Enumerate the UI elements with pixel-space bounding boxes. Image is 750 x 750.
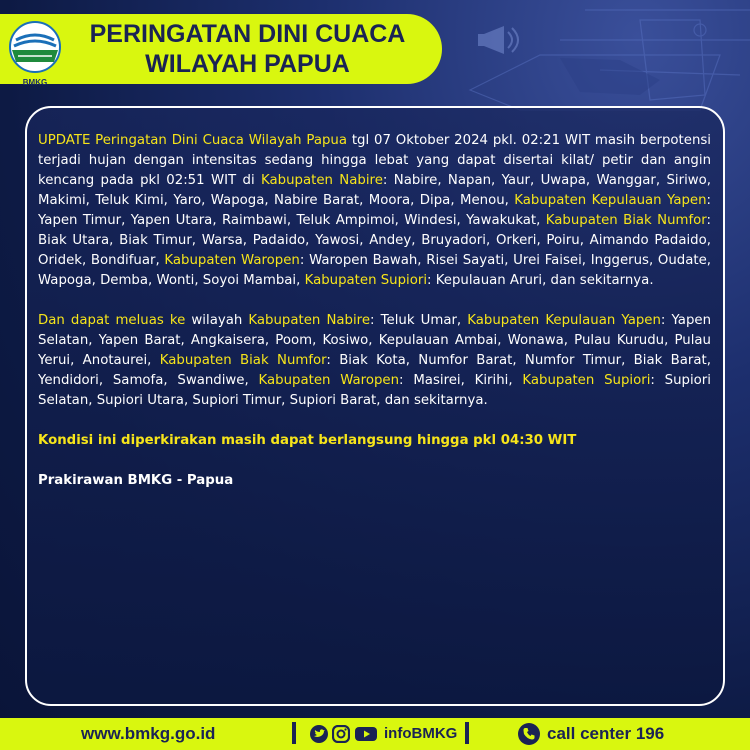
highlight-text: Kabupaten Kepulauan Yapen — [514, 193, 707, 208]
title-line-2: WILAYAH PAPUA — [145, 50, 350, 78]
bmkg-logo-icon — [8, 20, 62, 80]
body-text: : Nabire, Napan, Yaur, Uwapa, Wanggar, Siriwo, Makimi, Teluk Kimi, Yaro, Wapoga, Nabire Barat, Moora, Dipa, Menou, — [38, 173, 711, 208]
highlight-text: Kabupaten Waropen — [258, 373, 400, 388]
body-text: : Supiori Selatan, Supiori Utara, Supiori Timur, Supiori Barat, dan sekitarnya. — [38, 373, 711, 408]
twitter-icon[interactable] — [310, 725, 328, 743]
body-text: : Yapen Selatan, Yapen Barat, Angkaisera, Poom, Kosiwo, Kepulauan Ambai, Wonawa, Pulau Kurudu, Pulau Yerui, Anotaurei, — [38, 313, 711, 368]
logo-text: BMKG — [22, 78, 48, 87]
call-center-text[interactable]: call center 196 — [547, 724, 665, 743]
social-handle[interactable]: infoBMKG — [384, 725, 458, 742]
phone-icon — [518, 723, 540, 745]
website-link[interactable]: www.bmkg.go.id — [81, 724, 216, 743]
expansion-paragraph — [38, 311, 711, 411]
highlight-text: Kabupaten Kepulauan Yapen — [467, 313, 661, 328]
body-text: : Biak Kota, Numfor Barat, Numfor Timur, Biak Barat, Yendidori, Samofa, Swandiwe, — [38, 353, 711, 388]
body-text: wilayah — [185, 313, 249, 328]
highlight-text: Kabupaten Nabire — [261, 173, 383, 188]
highlight-text: Kabupaten Biak Numfor — [159, 353, 327, 368]
highlight-text: Kabupaten Biak Numfor — [545, 213, 707, 228]
update-paragraph — [38, 131, 711, 291]
footer-separator — [465, 722, 469, 744]
warning-content — [38, 131, 711, 511]
body-text: : Biak Utara, Biak Timur, Warsa, Padaido, Yawosi, Andey, Bruyadori, Orkeri, Poiru, Aimando Padaido, Oridek, Bondifuar, — [38, 213, 711, 268]
body-text: : Masirei, Kirihi, — [399, 373, 523, 388]
body-text: tgl 07 Oktober 2024 pkl. 02:21 WIT masih berpotensi terjadi hujan dengan intensitas sedang hingga lebat yang dapat disertai kilat/ petir dan angin kencang pada pkl 02:51 WIT di — [38, 133, 711, 188]
page-title — [70, 19, 425, 79]
warning-card — [25, 106, 725, 706]
highlight-text: Dan dapat meluas ke — [38, 313, 186, 328]
body-text: : Kepulauan Aruri, dan sekitarnya. — [427, 273, 654, 288]
condition-note: Kondisi ini diperkirakan masih dapat berlangsung hingga pkl 04:30 WIT — [38, 433, 577, 448]
header-banner — [0, 14, 442, 87]
body-text: : Yapen Timur, Yapen Utara, Raimbawi, Teluk Ampimoi, Windesi, Yawakukat, — [38, 193, 711, 228]
body-text: : Waropen Bawah, Risei Sayati, Urei Faisei, Inggerus, Oudate, Wapoga, Demba, Wonti, Soyoi Mambai, — [38, 253, 712, 288]
highlight-text: UPDATE Peringatan Dini Cuaca Wilayah Papua — [38, 133, 347, 148]
body-text: : Teluk Umar, — [370, 313, 468, 328]
footer-bar — [0, 718, 750, 750]
youtube-icon[interactable] — [355, 725, 377, 743]
highlight-text: Kabupaten Waropen — [164, 253, 300, 268]
highlight-text: Kabupaten Supiori — [522, 373, 651, 388]
highlight-text: Kabupaten Nabire — [248, 313, 371, 328]
title-line-1: PERINGATAN DINI CUACA — [89, 20, 406, 48]
forecaster-signature: Prakirawan BMKG - Papua — [38, 473, 234, 488]
highlight-text: Kabupaten Supiori — [304, 273, 428, 288]
footer-separator — [292, 722, 296, 744]
instagram-icon[interactable] — [332, 725, 350, 743]
